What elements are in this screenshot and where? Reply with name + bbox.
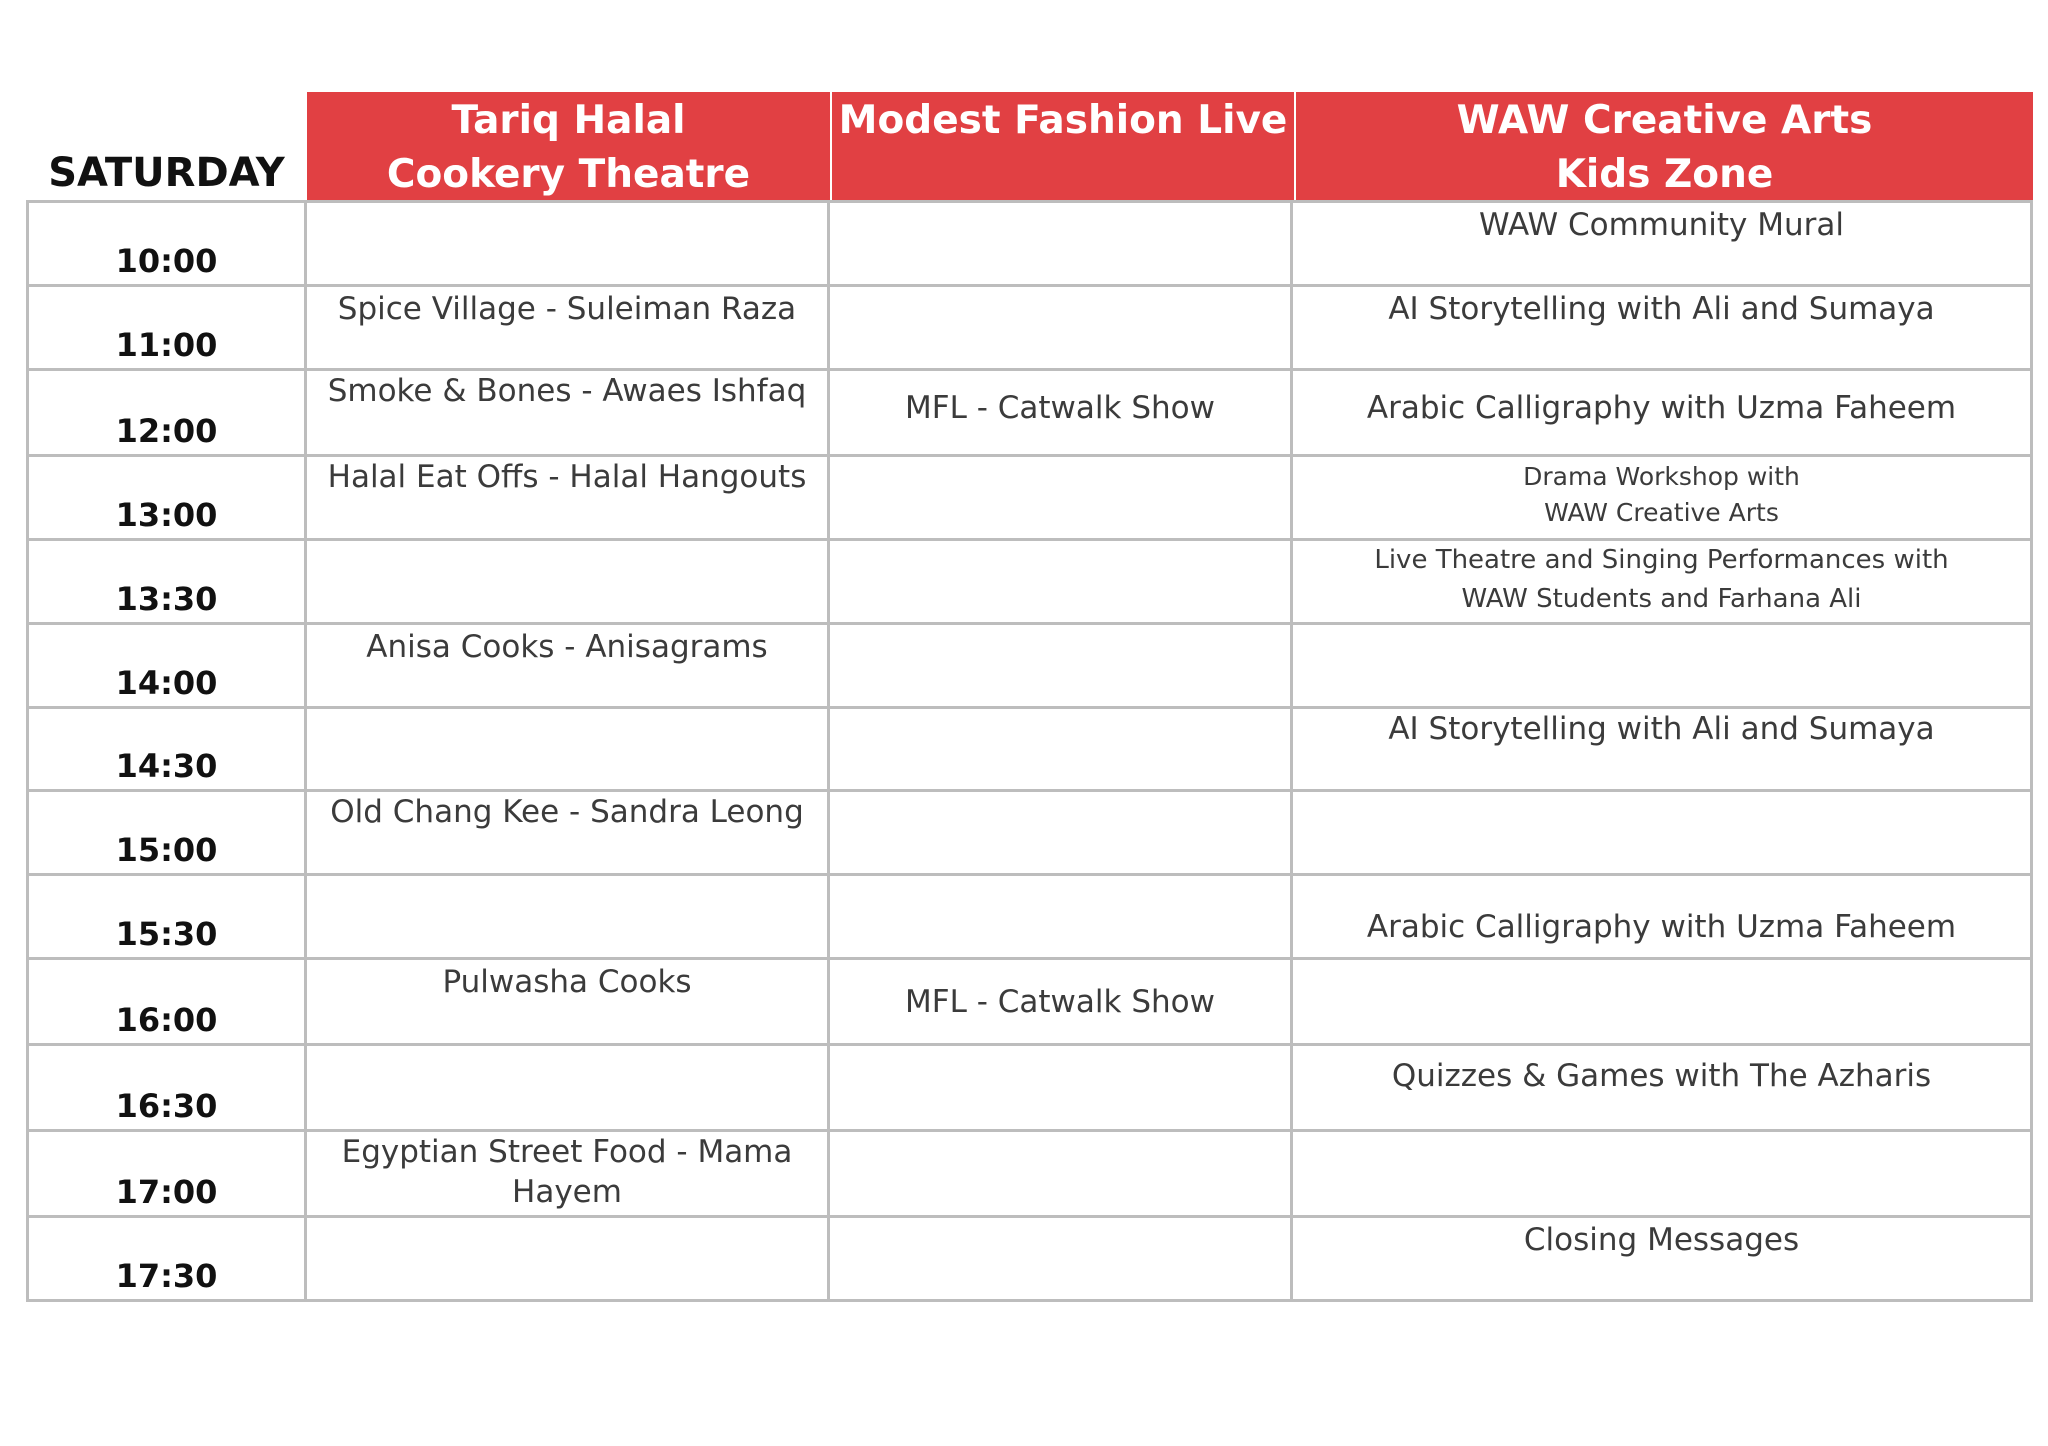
cookery-event: Pulwasha Cooks	[307, 960, 830, 1043]
time-slot: 16:00	[29, 960, 307, 1043]
stage-header-fashion: Modest Fashion Live	[830, 92, 1294, 200]
table-row	[29, 541, 2033, 625]
fashion-event	[830, 541, 1293, 622]
stage-header-kids: WAW Creative Arts Kids Zone	[1294, 92, 2033, 200]
kids-event: Arabic Calligraphy with Uzma Faheem	[1293, 371, 2033, 454]
table-row	[29, 457, 2033, 541]
table-row	[29, 709, 2033, 792]
table-row	[29, 876, 2033, 960]
cookery-event: Smoke & Bones - Awaes Ishfaq	[307, 371, 830, 454]
kids-event: Arabic Calligraphy with Uzma Faheem	[1293, 876, 2033, 957]
day-heading: SATURDAY	[48, 150, 285, 196]
table-row	[29, 371, 2033, 457]
table-row	[29, 1218, 2033, 1302]
time-slot: 11:00	[29, 287, 307, 368]
fashion-event	[830, 1046, 1293, 1129]
stage-header-cookery: Tariq Halal Cookery Theatre	[307, 92, 830, 200]
kids-event: Live Theatre and Singing Performances with WAW Students and Farhana Ali	[1293, 541, 2033, 622]
kids-event: AI Storytelling with Ali and Sumaya	[1293, 287, 2033, 368]
kids-event: Quizzes & Games with The Azharis	[1293, 1046, 2033, 1129]
kids-event: Closing Messages	[1293, 1218, 2033, 1299]
table-row	[29, 287, 2033, 371]
cookery-event: Anisa Cooks - Anisagrams	[307, 625, 830, 706]
time-slot: 16:30	[29, 1046, 307, 1129]
time-slot: 14:30	[29, 709, 307, 789]
kids-event: WAW Community Mural	[1293, 203, 2033, 284]
cookery-event	[307, 1046, 830, 1129]
fashion-event: MFL - Catwalk Show	[830, 371, 1293, 454]
time-slot: 17:30	[29, 1218, 307, 1299]
table-row	[29, 1132, 2033, 1218]
table-row	[29, 792, 2033, 876]
time-slot: 15:30	[29, 876, 307, 957]
cookery-event: Egyptian Street Food - Mama Hayem	[307, 1132, 830, 1215]
kids-event	[1293, 792, 2033, 873]
time-slot: 12:00	[29, 371, 307, 454]
fashion-event: MFL - Catwalk Show	[830, 960, 1293, 1043]
schedule-grid	[26, 200, 2033, 1302]
cookery-event	[307, 1218, 830, 1299]
cookery-event: Halal Eat Offs - Halal Hangouts	[307, 457, 830, 538]
cookery-event: Old Chang Kee - Sandra Leong	[307, 792, 830, 873]
time-slot: 13:30	[29, 541, 307, 622]
time-slot: 14:00	[29, 625, 307, 706]
table-row	[29, 960, 2033, 1046]
fashion-event	[830, 457, 1293, 538]
fashion-event	[830, 1132, 1293, 1215]
kids-event: AI Storytelling with Ali and Sumaya	[1293, 709, 2033, 789]
cookery-event	[307, 203, 830, 284]
cookery-event	[307, 541, 830, 622]
fashion-event	[830, 709, 1293, 789]
fashion-event	[830, 625, 1293, 706]
fashion-event	[830, 792, 1293, 873]
table-row	[29, 625, 2033, 709]
fashion-event	[830, 287, 1293, 368]
kids-event	[1293, 1132, 2033, 1215]
table-row	[29, 203, 2033, 287]
fashion-event	[830, 203, 1293, 284]
time-slot: 10:00	[29, 203, 307, 284]
fashion-event	[830, 1218, 1293, 1299]
cookery-event	[307, 709, 830, 789]
kids-event	[1293, 960, 2033, 1043]
fashion-event	[830, 876, 1293, 957]
cookery-event	[307, 876, 830, 957]
time-slot: 17:00	[29, 1132, 307, 1215]
kids-event: Drama Workshop with WAW Creative Arts	[1293, 457, 2033, 538]
kids-event	[1293, 625, 2033, 706]
cookery-event: Spice Village - Suleiman Raza	[307, 287, 830, 368]
table-row	[29, 1046, 2033, 1132]
time-slot: 15:00	[29, 792, 307, 873]
time-slot: 13:00	[29, 457, 307, 538]
